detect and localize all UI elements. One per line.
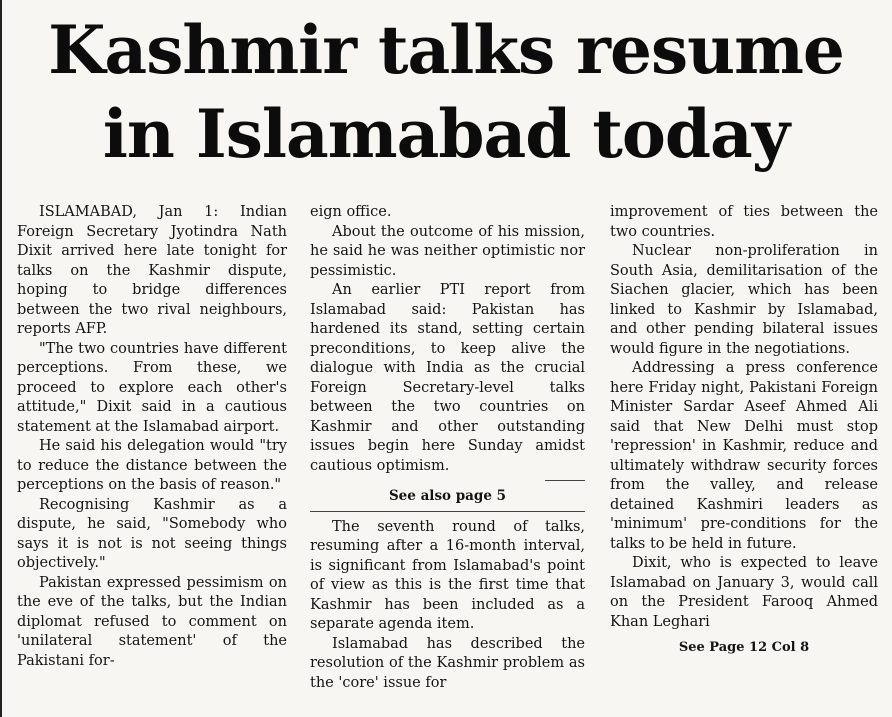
paragraph: Islamabad has described the resolution of the Kashmir problem as the 'core' issue for [310, 635, 585, 691]
paragraph: About the outcome of his mission, he said he was neither optimistic nor pessimistic. [310, 223, 585, 279]
paragraph: He said his delegation would "try to reduce the distance between the perceptions on the basis of reason." [17, 438, 287, 493]
see-also-reference: See also page 5 [388, 488, 507, 504]
article-column-1 [17, 203, 287, 671]
paragraph: Nuclear non-proliferation in South Asia, demilitarisation of the Siachen glacier, which has been linked to Kashmir by Islamabad, and other pending bilateral issues would figure in the negotiations. [610, 243, 878, 357]
paragraph: Addressing a press conference here Friday night, Pakistani Foreign Minister Sardar Aseef Ahmed Ali said that New Delhi must stop 'repression' in Kashmir, reduce and ultimately withdraw security forces from the valley, and release detained Kashmiri leaders as 'minimum' pre-conditions for the talks to be held in future. [610, 360, 878, 552]
article-column-2 [310, 203, 585, 693]
paragraph: The seventh round of talks, resuming after a 16-month interval, is significant from Islamabad's point of view as this is the first time that Kashmir has been included as a separate agenda item. [310, 518, 585, 632]
paragraph: "The two countries have different perceptions. From these, we proceed to explore each other's attitude," Dixit said in a cautious statement at the Islamabad airport. [17, 340, 287, 435]
divider [545, 480, 585, 481]
paragraph: eign office. [310, 204, 392, 220]
headline-line-2: in Islamabad today [102, 95, 790, 173]
divider [310, 511, 585, 512]
article-column-3 [610, 203, 878, 664]
paragraph: Pakistan expressed pessimism on the eve of the talks, but the Indian diplomat refused to comment on 'unilateral statement' of the Pakistani for- [17, 574, 287, 669]
paragraph: Recognising Kashmir as a dispute, he said, "Somebody who says it is not is not seeing things objectively." [17, 496, 287, 571]
headline [0, 8, 892, 176]
continuation-reference: See Page 12 Col 8 [678, 640, 810, 655]
headline-line-1: Kashmir talks resume [48, 11, 844, 89]
paragraph: improvement of ties between the two countries. [610, 204, 878, 240]
paragraph: An earlier PTI report from Islamabad said: Pakistan has hardened its stand, setting certain preconditions, to keep alive the dialogue with India as the crucial Foreign Secretary-level talks between the two countries on Kashmir and other outstanding issues begin here Sunday amidst cautious optimism. [310, 282, 585, 474]
paragraph: ISLAMABAD, Jan 1: Indian Foreign Secretary Jyotindra Nath Dixit arrived here late tonight for talks on the Kashmir dispute, hoping to bridge differences between the two rival neighbours, reports AFP. [17, 204, 287, 337]
paragraph: Dixit, who is expected to leave Islamabad on January 3, would call on the President Farooq Ahmed Khan Leghari [610, 555, 878, 630]
